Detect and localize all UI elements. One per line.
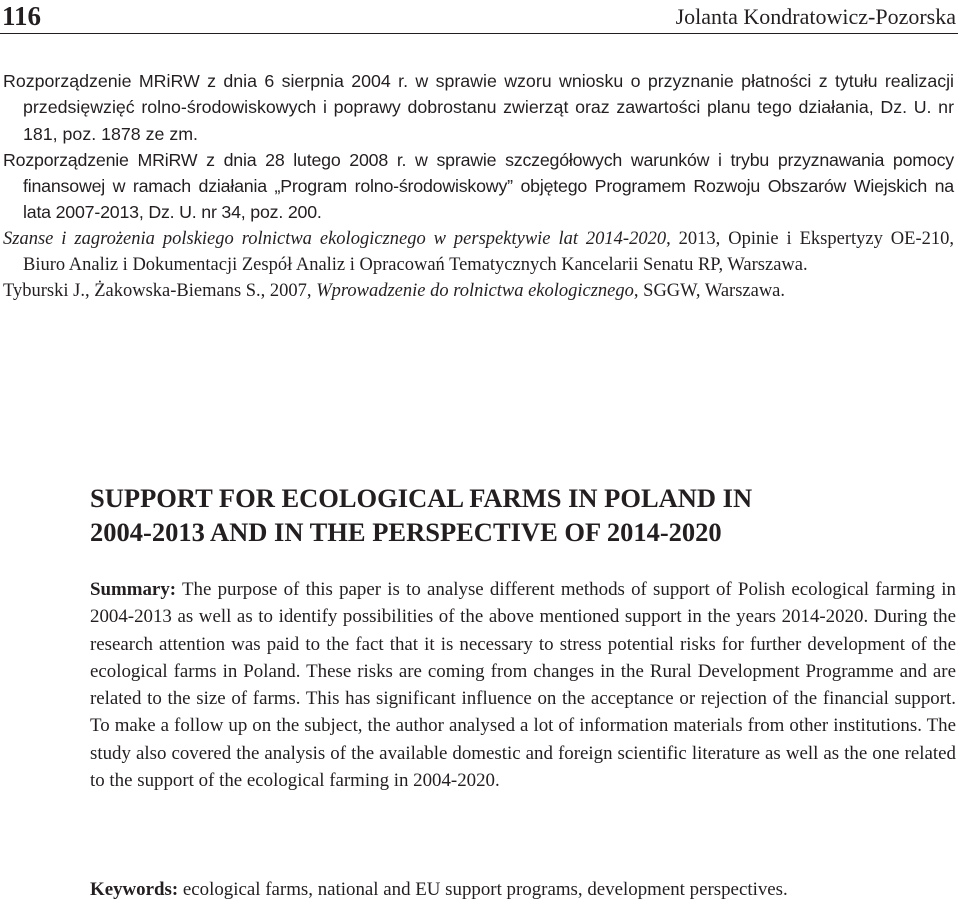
article-title-line: 2004-2013 AND IN THE PERSPECTIVE OF 2014-2020 xyxy=(90,517,722,547)
reference-details: , 2013, Opinie i Ekspertyzy OE-210, Biuro Analiz i Dokumentacji Zespół Analiz i Opracowań Tematycznych Kancelarii Senatu RP, Warszawa. xyxy=(23,228,954,276)
reference-item: Rozporządzenie MRiRW z dnia 6 sierpnia 2004 r. w sprawie wzoru wniosku o przyznanie płatności z tytułu realizacji przedsięwzięć rolno-środowiskowych i poprawy dobrostanu zwierząt oraz zawartości planu tego działania, Dz. U. nr 181, poz. 1878 ze zm. xyxy=(3,71,954,144)
reference-list xyxy=(3,68,954,305)
reference-authors: Tyburski J., Żakowska-Biemans S., 2007, xyxy=(3,281,317,302)
reference-title: Szanse i zagrożenia polskiego rolnictwa ekologicznego w perspektywie lat 2014-2020 xyxy=(3,228,667,249)
article-title-line: SUPPORT FOR ECOLOGICAL FARMS IN POLAND IN xyxy=(90,483,753,513)
summary-paragraph xyxy=(90,576,956,794)
article-title xyxy=(90,481,950,549)
reference-details: , SGGW, Warszawa. xyxy=(633,281,786,302)
summary-text: The purpose of this paper is to analyse different methods of support of Polish ecological farming in 2004-2013 as well as to identify possibilities of the above mentioned support in the years 2014-2020. During the research attention was paid to the fact that it is necessary to stress potential risks for further development of the ecological farms in Poland. These risks are coming from changes in the Rural Development Programme and are related to the size of farms. This has significant influence on the acceptance or rejection of the financial support. To make a follow up on the subject, the author analysed a lot of information materials from other institutions. The study also covered the analysis of the available domestic and foreign scientific literature as well as the one related to the support of the ecological farming in 2004-2020. xyxy=(90,579,956,792)
reference-item xyxy=(3,226,954,279)
keywords-paragraph xyxy=(90,876,960,903)
page-number: 116 xyxy=(2,1,42,31)
keywords-text: ecological farms, national and EU support programs, development perspectives. xyxy=(182,879,788,900)
running-head-author: Jolanta Kondratowicz-Pozorska xyxy=(675,4,956,29)
reference-item xyxy=(3,278,954,304)
reference-title: Wprowadzenie do rolnictwa ekologicznego xyxy=(316,281,634,302)
keywords-label: Keywords: xyxy=(90,879,179,900)
reference-item: Rozporządzenie MRiRW z dnia 28 lutego 2008 r. w sprawie szczegółowych warunków i trybu przyznawania pomocy finansowej w ramach działania „Program rolno-środowiskowy” objętego Programem Rozwoju Obszarów Wiejskich na lata 2007-2013, Dz. U. nr 34, poz. 200. xyxy=(3,149,954,223)
summary-label: Summary: xyxy=(90,579,177,600)
page-header xyxy=(0,0,958,34)
